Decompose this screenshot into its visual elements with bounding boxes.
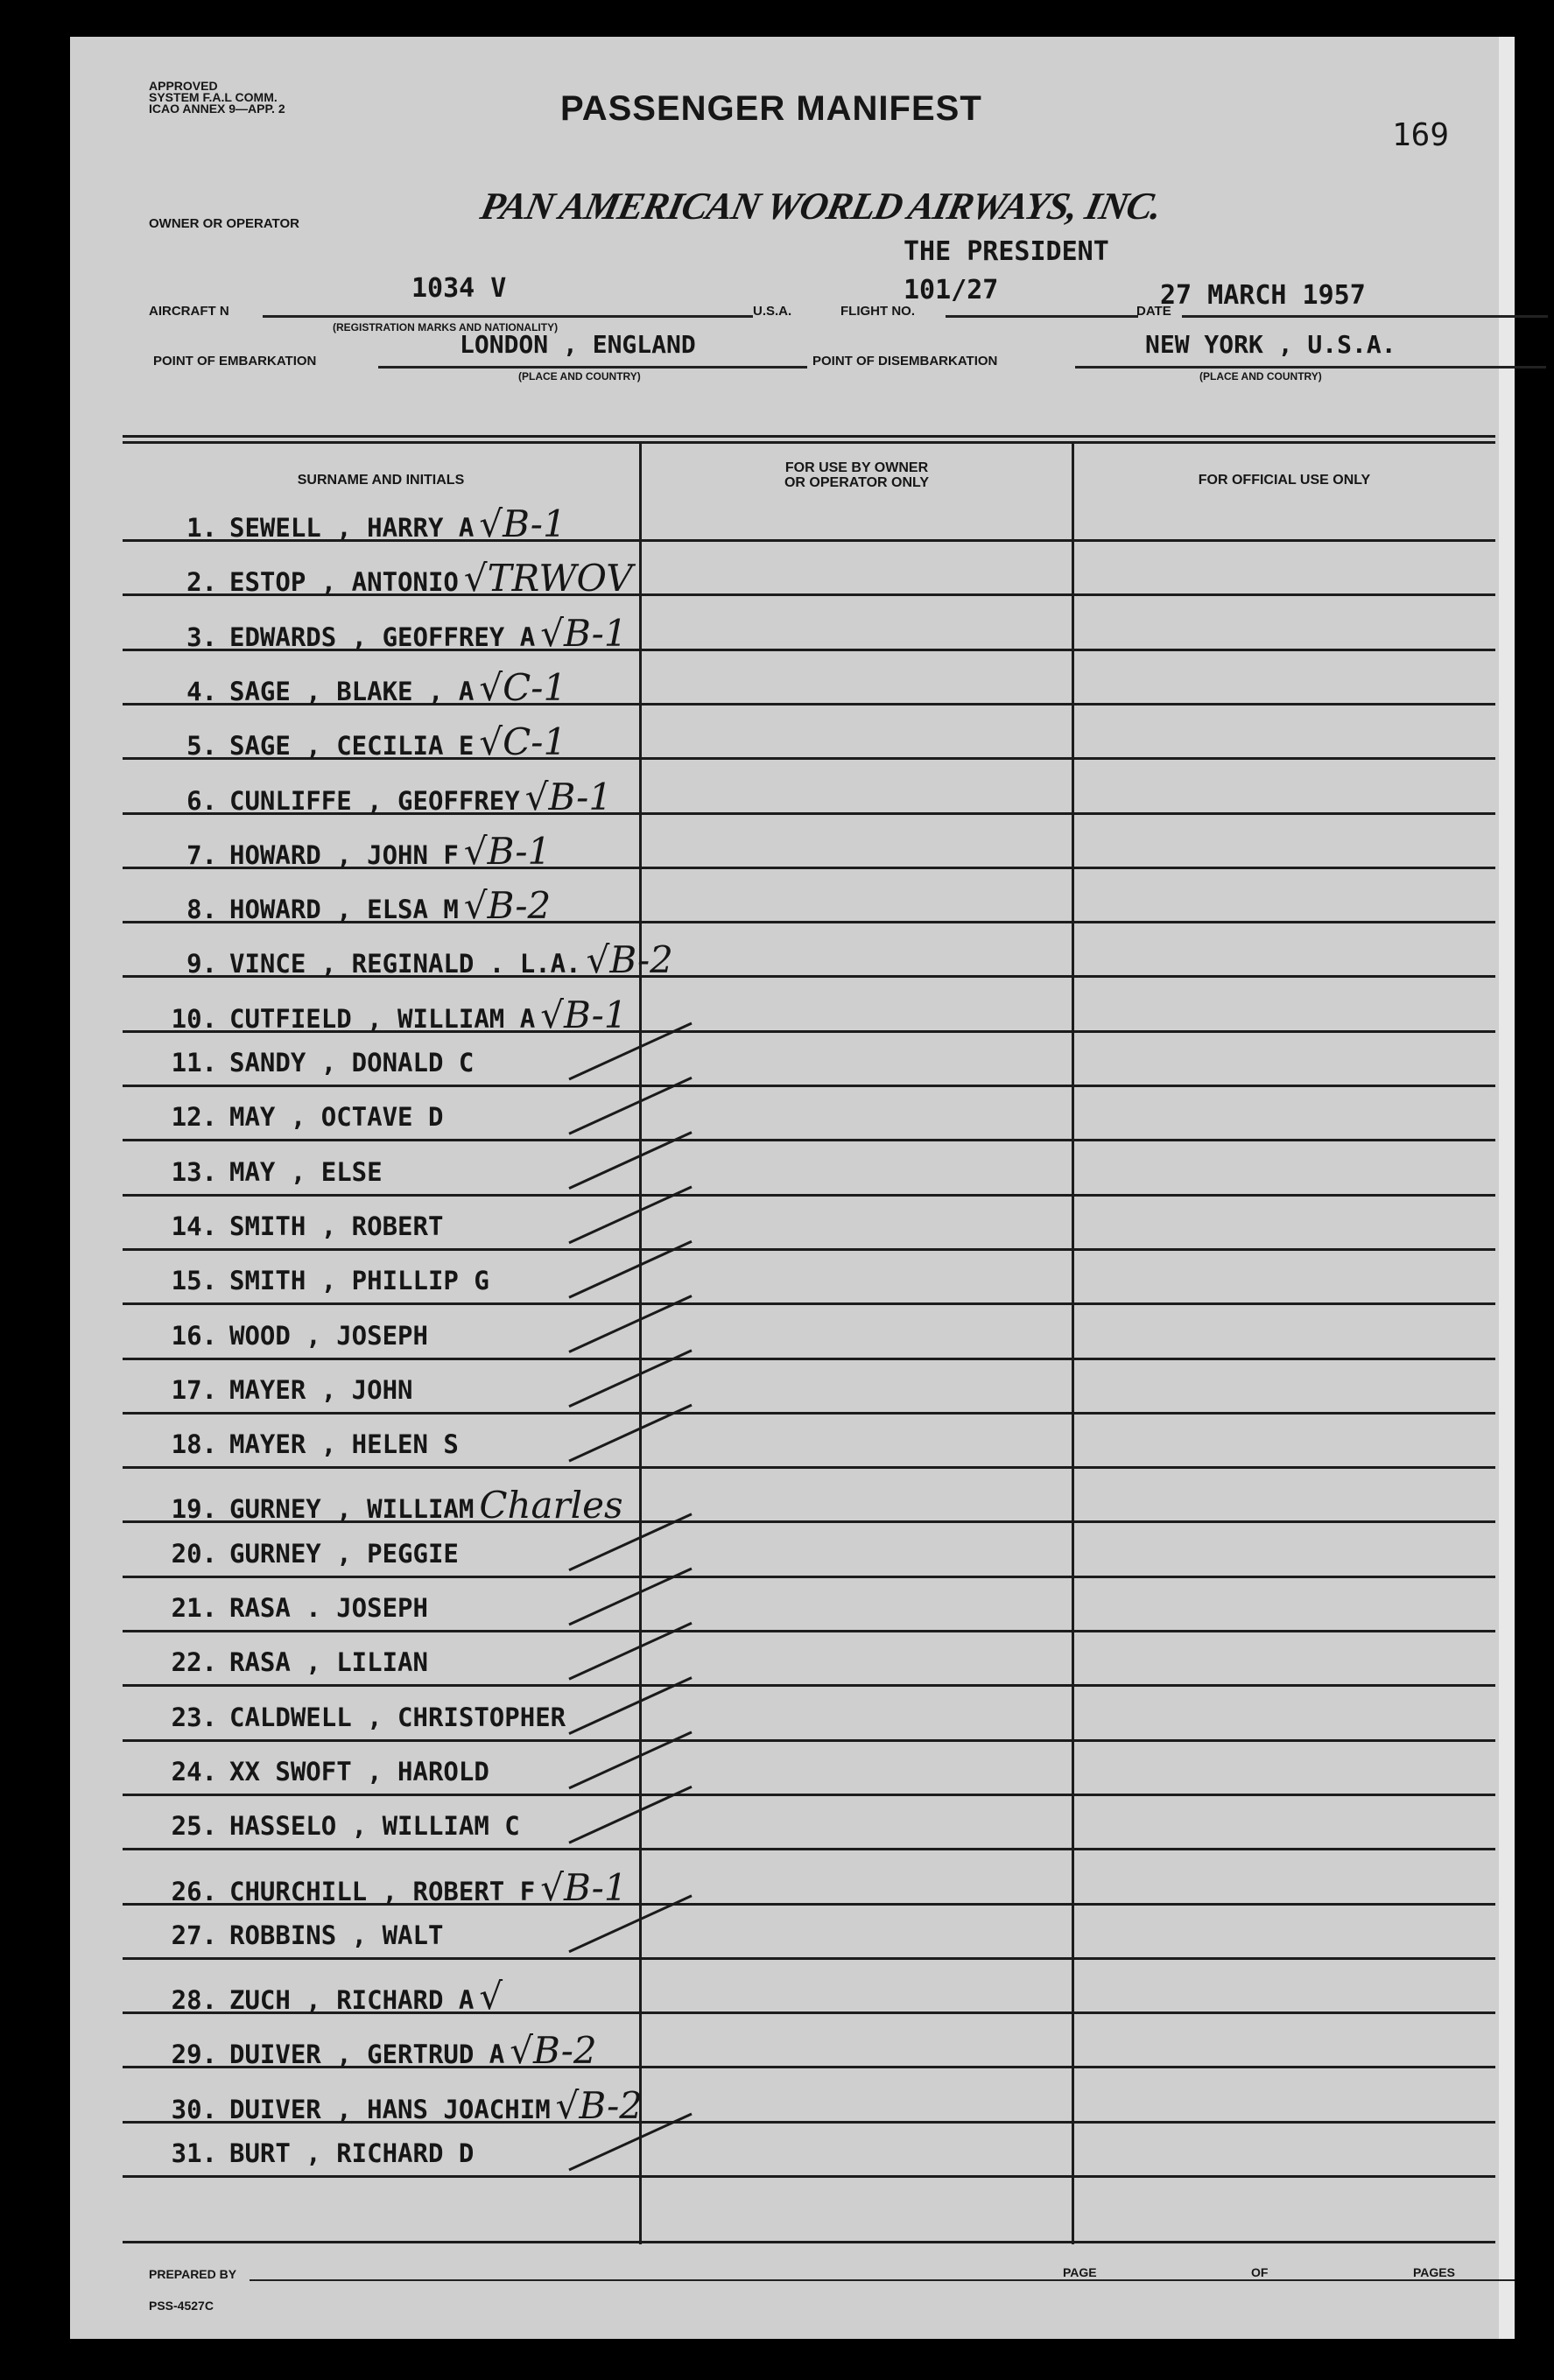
pencil-marks xyxy=(70,37,1515,2339)
row-number: 10. xyxy=(171,1003,217,1034)
handwritten-note: √B-2 xyxy=(586,938,673,982)
passenger-name: CHURCHILL , ROBERT F xyxy=(229,1876,536,1906)
pencil-tick-mark xyxy=(569,1896,692,1952)
handwritten-note: √C-1 xyxy=(479,720,567,764)
pencil-tick-mark xyxy=(569,1351,692,1407)
row-number: 4. xyxy=(186,676,217,706)
passenger-name: DUIVER , GERTRUD A xyxy=(229,2039,505,2070)
handwritten-note: √B-2 xyxy=(463,884,552,928)
row-number: 18. xyxy=(171,1429,217,1460)
row-number: 19. xyxy=(171,1494,217,1525)
handwritten-note: √TRWOV xyxy=(463,557,633,600)
row-number: 20. xyxy=(171,1538,217,1569)
row-number: 21. xyxy=(171,1593,217,1623)
page-title: PASSENGER MANIFEST xyxy=(560,89,982,128)
pencil-tick-mark xyxy=(569,1787,692,1843)
row-number: 31. xyxy=(171,2138,217,2168)
flight-label: FLIGHT NO. xyxy=(840,304,915,319)
embarkation-sublabel: (PLACE AND COUNTRY) xyxy=(518,370,641,383)
pencil-tick-mark xyxy=(569,1405,692,1461)
aircraft-value: 1034 V xyxy=(411,273,507,304)
row-number: 5. xyxy=(186,731,217,762)
passenger-name: SMITH , PHILLIP G xyxy=(229,1266,489,1296)
passenger-name: MAY , OCTAVE D xyxy=(229,1102,444,1133)
handwritten-note: √B-2 xyxy=(555,2083,643,2127)
passenger-name: ROBBINS , WALT xyxy=(229,1920,444,1950)
passenger-name: MAYER , JOHN xyxy=(229,1374,413,1405)
row-number: 30. xyxy=(171,2094,217,2124)
passenger-name: SAGE , CECILIA E xyxy=(229,731,475,762)
passenger-name: VINCE , REGINALD . L.A. xyxy=(229,949,581,979)
passenger-name: CALDWELL , CHRISTOPHER xyxy=(229,1702,566,1732)
pencil-tick-mark xyxy=(569,1078,692,1134)
handwritten-note: Charles xyxy=(479,1484,623,1527)
row-number: 17. xyxy=(171,1374,217,1405)
approval-stamp: APPROVED SYSTEM F.A.L COMM. ICAO ANNEX 9—APP. 2 xyxy=(149,79,285,116)
manifest-page xyxy=(70,37,1515,2339)
handwritten-note: √B-1 xyxy=(524,775,613,818)
form-number: PSS-4527C xyxy=(149,2299,214,2313)
handwritten-note: √B-2 xyxy=(510,2029,597,2073)
prepared-by-label: PREPARED BY xyxy=(149,2267,237,2281)
handwritten-note: √B-1 xyxy=(479,502,566,545)
page-label: PAGE xyxy=(1059,2265,1100,2279)
passenger-name: ZUCH , RICHARD A xyxy=(229,1985,475,2016)
passenger-name: DUIVER , HANS JOACHIM xyxy=(229,2094,551,2124)
passenger-name: EDWARDS , GEOFFREY A xyxy=(229,621,536,652)
handwritten-note: √B-1 xyxy=(540,993,628,1036)
row-number: 13. xyxy=(171,1156,217,1187)
pencil-tick-mark xyxy=(569,1514,692,1570)
row-number: 15. xyxy=(171,1266,217,1296)
pencil-tick-mark xyxy=(569,1678,692,1734)
passenger-name: MAYER , HELEN S xyxy=(229,1429,459,1460)
disembarkation-sublabel: (PLACE AND COUNTRY) xyxy=(1199,370,1322,383)
owner-label: OWNER OR OPERATOR xyxy=(149,216,299,231)
row-number: 25. xyxy=(171,1811,217,1842)
row-number: 2. xyxy=(186,567,217,598)
handwritten-note: √ xyxy=(479,1975,503,2018)
flight-value: 101/27 xyxy=(904,275,999,305)
passenger-name: HOWARD , JOHN F xyxy=(229,839,459,870)
row-number: 29. xyxy=(171,2039,217,2070)
pencil-tick-mark xyxy=(569,1133,692,1189)
aircraft-label: AIRCRAFT N xyxy=(149,304,229,319)
prepared-by-line xyxy=(250,2279,1515,2281)
usa-label: U.S.A. xyxy=(753,304,792,319)
row-number: 12. xyxy=(171,1102,217,1133)
passenger-name: HOWARD , ELSA M xyxy=(229,895,459,925)
date-value: 27 MARCH 1957 xyxy=(1160,280,1366,311)
passenger-name: WOOD , JOSEPH xyxy=(229,1320,428,1351)
pencil-tick-mark xyxy=(569,1023,692,1079)
passenger-name: RASA , LILIAN xyxy=(229,1647,428,1678)
row-number: 27. xyxy=(171,1920,217,1950)
row-number: 28. xyxy=(171,1985,217,2016)
passenger-name: GURNEY , WILLIAM xyxy=(229,1494,475,1525)
handwritten-note: √B-1 xyxy=(540,611,628,655)
passenger-name: MAY , ELSE xyxy=(229,1156,383,1187)
passenger-name: HASSELO , WILLIAM C xyxy=(229,1811,520,1842)
handwritten-note: √C-1 xyxy=(479,665,567,709)
row-number: 11. xyxy=(171,1048,217,1078)
passenger-name: SANDY , DONALD C xyxy=(229,1048,475,1078)
pencil-tick-mark xyxy=(569,1569,692,1625)
passenger-name: SEWELL , HARRY A xyxy=(229,513,475,543)
handwritten-note: √B-1 xyxy=(463,829,552,873)
row-number: 26. xyxy=(171,1876,217,1906)
row-number: 23. xyxy=(171,1702,217,1732)
service-name: THE PRESIDENT xyxy=(904,236,1109,267)
column-header-surname: SURNAME AND INITIALS xyxy=(297,473,465,488)
row-number: 16. xyxy=(171,1320,217,1351)
row-number: 7. xyxy=(186,839,217,870)
of-label: OF xyxy=(1248,2265,1271,2279)
row-number: 9. xyxy=(186,949,217,979)
date-label: DATE xyxy=(1136,304,1171,319)
row-number: 14. xyxy=(171,1211,217,1241)
handwritten-note: √B-1 xyxy=(540,1865,628,1909)
column-header-official: FOR OFFICIAL USE ONLY xyxy=(1198,473,1371,488)
aircraft-sublabel: (REGISTRATION MARKS AND NATIONALITY) xyxy=(333,321,559,333)
row-number: 6. xyxy=(186,785,217,816)
embarkation-label: POINT OF EMBARKATION xyxy=(153,354,317,369)
pencil-tick-mark xyxy=(569,1187,692,1243)
passenger-name: CUNLIFFE , GEOFFREY xyxy=(229,785,520,816)
passenger-name: ESTOP , ANTONIO xyxy=(229,567,459,598)
passenger-name: GURNEY , PEGGIE xyxy=(229,1538,459,1569)
passenger-name: RASA . JOSEPH xyxy=(229,1593,428,1623)
airline-name: PAN AMERICAN WORLD AIRWAYS, INC. xyxy=(476,185,1165,228)
row-number: 24. xyxy=(171,1756,217,1787)
row-number: 22. xyxy=(171,1647,217,1678)
passenger-name: CUTFIELD , WILLIAM A xyxy=(229,1003,536,1034)
disembarkation-label: POINT OF DISEMBARKATION xyxy=(812,354,998,369)
table-bottom-rule xyxy=(123,2241,1495,2243)
pencil-tick-mark xyxy=(569,1241,692,1297)
pencil-tick-mark xyxy=(569,2114,692,2170)
row-number: 3. xyxy=(186,621,217,652)
column-header-owner: FOR USE BY OWNER OR OPERATOR ONLY xyxy=(784,460,930,490)
passenger-name: XX SWOFT , HAROLD xyxy=(229,1756,489,1787)
passenger-name: BURT , RICHARD D xyxy=(229,2138,475,2168)
row-number: 1. xyxy=(186,513,217,543)
passenger-name: SMITH , ROBERT xyxy=(229,1211,444,1241)
pencil-tick-mark xyxy=(569,1732,692,1788)
disembarkation-value: NEW YORK , U.S.A. xyxy=(1145,330,1396,359)
embarkation-value: LONDON , ENGLAND xyxy=(460,330,696,359)
row-number: 8. xyxy=(186,895,217,925)
pages-label: PAGES xyxy=(1410,2265,1459,2279)
passenger-name: SAGE , BLAKE , A xyxy=(229,676,475,706)
pencil-tick-mark xyxy=(569,1296,692,1352)
page-number: 169 xyxy=(1392,117,1450,153)
pencil-tick-mark xyxy=(569,1623,692,1679)
